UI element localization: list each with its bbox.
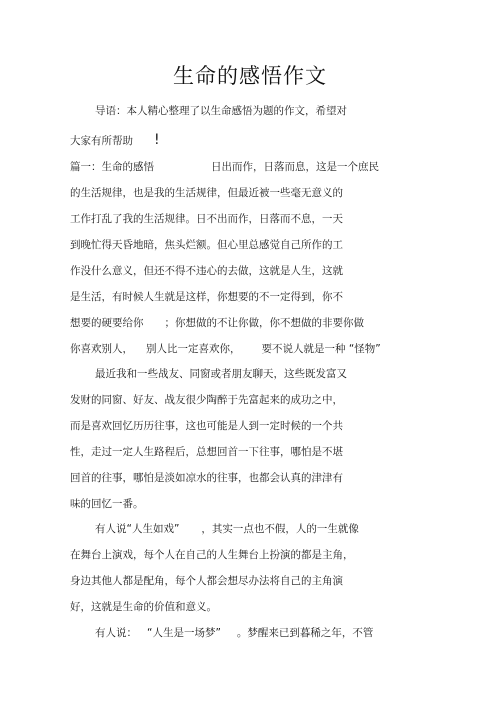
page-title: 生命的感悟作文: [173, 64, 327, 88]
paragraph-line: 好，这就是生命的价值和意义。: [70, 601, 217, 613]
exclamation-mark: !: [154, 132, 160, 148]
paragraph-line: 想要的硬要给你 ；你想做的不让你做，你不想做的非要你做: [70, 317, 364, 329]
paragraph-line: 回首的往事，哪怕是淡如凉水的往事，也都会认真的津津有: [70, 472, 343, 484]
paragraph-line: 有人说： “人生是一场梦” 。梦醒来已到暮稀之年，不管: [95, 627, 374, 639]
paragraph-line: 最近我和一些战友、同窗或者朋友聊天，这些既发富又: [95, 368, 347, 380]
paragraph-line: 发财的同窗、好友、战友很少陶醉于先富起来的成功之中，: [70, 394, 343, 406]
paragraph-line: 有人说“人生如戏” ，其实一点也不假，人的一生就像: [95, 523, 359, 535]
paragraph-line: 味的回忆一番。: [70, 498, 144, 510]
paragraph-line: 到晚忙得天昏地暗，焦头烂额。但心里总感觉自己所作的工: [70, 239, 343, 251]
paragraph-line: 是生活，有时候人生就是这样，你想要的不一定得到，你不: [70, 291, 343, 303]
paragraph-line: 工作打乱了我的生活规律。日不出而作，日落而不息，一天: [70, 213, 343, 225]
paragraph-line: 作没什么意义，但还不得不违心的去做，这就是人生，这就: [70, 265, 343, 277]
paragraph-line: 的生活规律，也是我的生活规律，但最近被一些毫无意义的: [70, 187, 343, 199]
paragraph-line: 导语：本人精心整理了以生命感悟为题的作文，希望对: [95, 105, 347, 117]
paragraph-line: 篇一：生命的感悟 日出而作，日落而息，这是一个庶民: [70, 161, 379, 173]
paragraph-line: 你喜欢别人， 别人比一定喜欢你， 要不说人就是一种 “怪物”: [70, 343, 381, 355]
paragraph-line: 性，走过一定人生路程后，总想回首一下往事，哪怕是不堪: [70, 446, 343, 458]
paragraph-line: 身边其他人都是配角，每个人都会想尽办法将自己的主角演: [70, 575, 343, 587]
paragraph-line: 而是喜欢回忆历历往事，这也可能是人到一定时候的一个共: [70, 420, 343, 432]
paragraph-line: 在舞台上演戏，每个人在自己的人生舞台上扮演的都是主角，: [70, 549, 354, 561]
paragraph-line: 大家有所帮助: [70, 135, 133, 147]
